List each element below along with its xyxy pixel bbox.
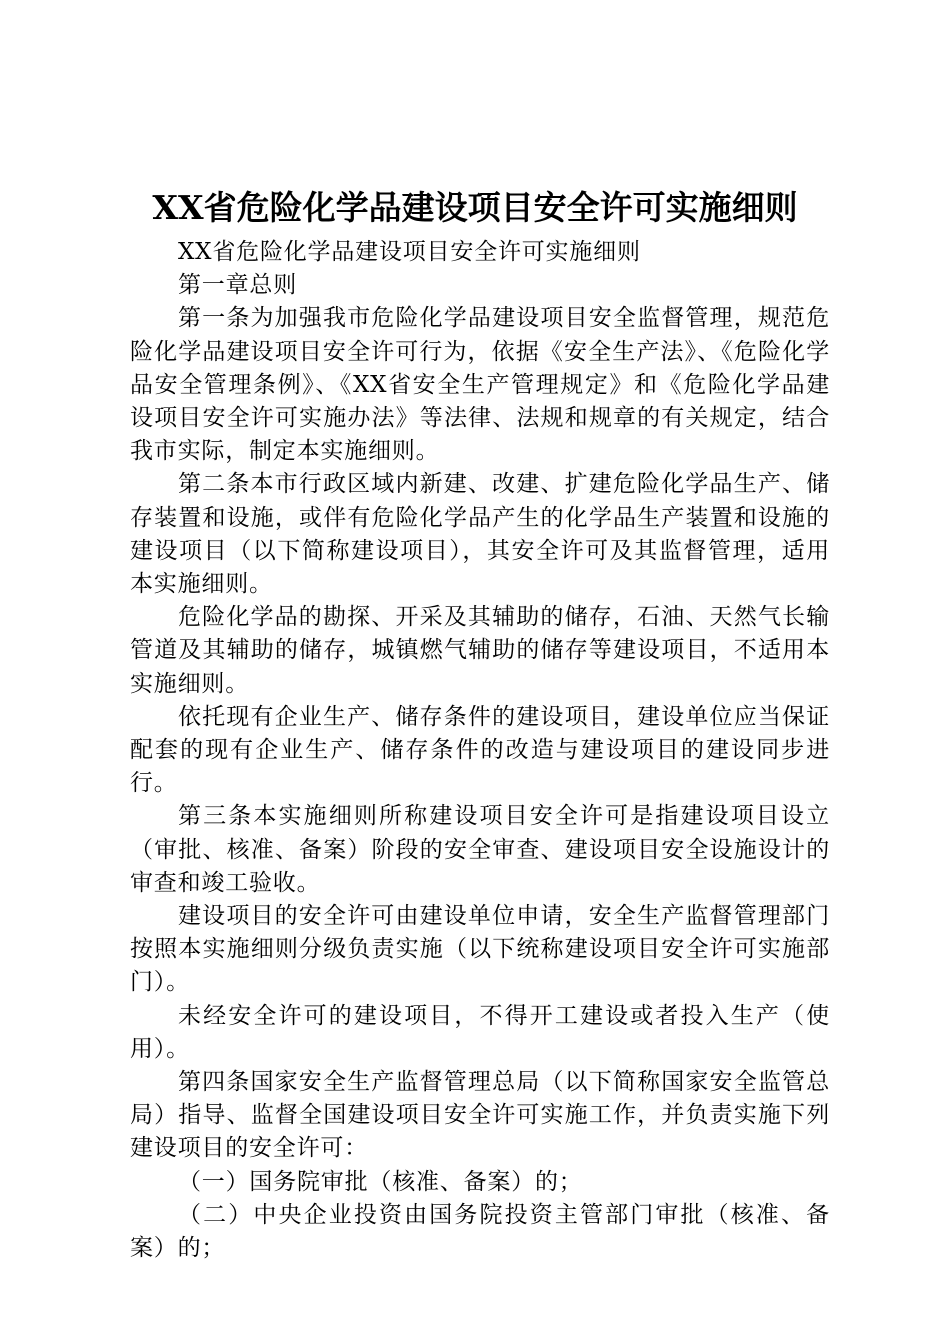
document-title: XX省危险化学品建设项目安全许可实施细则 [152,188,798,227]
list-item-2: （二）中央企业投资由国务院投资主管部门审批（核准、备案）的； [130,1201,830,1262]
article-2-paragraph: 第二条本市行政区域内新建、改建、扩建危险化学品生产、储存装置和设施，或伴有危险化学品产生的化学品生产装置和设施的建设项目（以下简称建设项目），其安全许可及其监督管理，适用本实施细则。 [130,471,830,598]
subtitle-paragraph: XX省危险化学品建设项目安全许可实施细则 [178,239,641,265]
chapter-heading: 第一章总则 [178,272,297,299]
article-3-application-paragraph: 建设项目的安全许可由建设单位申请，安全生产监督管理部门按照本实施细则分级负责实施（以下统称建设项目安全许可实施部门）。 [130,903,830,996]
document-body [130,236,830,1265]
article-4-paragraph: 第四条国家安全生产监督管理总局（以下简称国家安全监管总局）指导、监督全国建设项目安全许可实施工作，并负责实施下列建设项目的安全许可： [130,1069,830,1162]
article-2-existing-paragraph: 依托现有企业生产、储存条件的建设项目，建设单位应当保证配套的现有企业生产、储存条件的改造与建设项目的建设同步进行。 [130,703,830,797]
list-item-1: （一）国务院审批（核准、备案）的； [178,1168,583,1195]
article-3-paragraph: 第三条本实施细则所称建设项目安全许可是指建设项目设立（审批、核准、备案）阶段的安全审查、建设项目安全设施设计的审查和竣工验收。 [130,803,830,896]
article-2-exclusion-paragraph: 危险化学品的勘探、开采及其辅助的储存，石油、天然气长输管道及其辅助的储存，城镇燃气辅助的储存等建设项目，不适用本实施细则。 [130,604,830,697]
article-1-paragraph: 第一条为加强我市危险化学品建设项目安全监督管理，规范危险化学品建设项目安全许可行为，依据《安全生产法》、《危险化学品安全管理条例》、《XX省安全生产管理规定》和《危险化学品建设项目安全许可实施办法》等法律、法规和规章的有关规定，结合我市实际，制定本实施细则。 [130,305,830,465]
article-3-prohibition-paragraph: 未经安全许可的建设项目，不得开工建设或者投入生产（使用）。 [130,1002,830,1062]
